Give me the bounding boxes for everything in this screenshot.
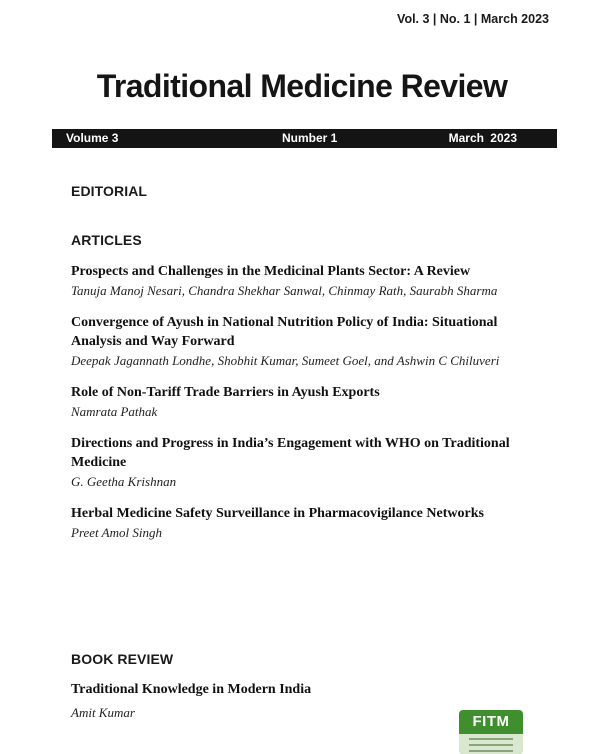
article-title[interactable]: Prospects and Challenges in the Medicinal Plants Sector: A Review (71, 264, 471, 279)
article-authors: Tanuja Manoj Nesari, Chandra Shekhar Sanwal, Chinmay Rath, Saurabh Sharma (71, 283, 498, 298)
fitm-logo-text: FITM (472, 713, 510, 730)
article-authors: Deepak Jagannath Londhe, Shobhit Kumar, Sumeet Goel, and Ashwin C Chiluveri (71, 353, 500, 368)
article-title[interactable]: Convergence of Ayush in National Nutrition Policy of India: Situational Analysis and Way Forward (71, 315, 498, 349)
article-list (71, 262, 531, 555)
article-entry (71, 313, 531, 370)
issue-band (52, 129, 557, 148)
article-entry (71, 262, 531, 300)
article-authors: Namrata Pathak (71, 404, 158, 419)
band-volume: Volume 3 (66, 131, 119, 145)
logo-subtitle-graphic (459, 734, 523, 754)
journal-title: Traditional Medicine Review (96, 68, 508, 104)
article-authors: Preet Amol Singh (71, 525, 162, 540)
book-review-author: Amit Kumar (71, 705, 135, 720)
section-articles: ARTICLES (71, 232, 142, 248)
band-date: March 2023 (448, 131, 517, 145)
issue-line: Vol. 3 | No. 1 | March 2023 (397, 12, 549, 26)
section-editorial: EDITORIAL (71, 183, 148, 199)
article-entry (71, 434, 531, 491)
article-entry (71, 504, 531, 542)
fitm-logo (459, 710, 523, 754)
article-title[interactable]: Directions and Progress in India’s Engagement with WHO on Traditional Medicine (71, 436, 510, 470)
book-review-title[interactable]: Traditional Knowledge in Modern India (71, 682, 312, 697)
article-authors: G. Geetha Krishnan (71, 474, 177, 489)
article-entry (71, 383, 531, 421)
article-title[interactable]: Herbal Medicine Safety Surveillance in Pharmacovigilance Networks (71, 506, 484, 521)
article-title[interactable]: Role of Non-Tariff Trade Barriers in Ayush Exports (71, 385, 380, 400)
section-book-review: BOOK REVIEW (71, 651, 174, 667)
band-number: Number 1 (282, 131, 338, 145)
